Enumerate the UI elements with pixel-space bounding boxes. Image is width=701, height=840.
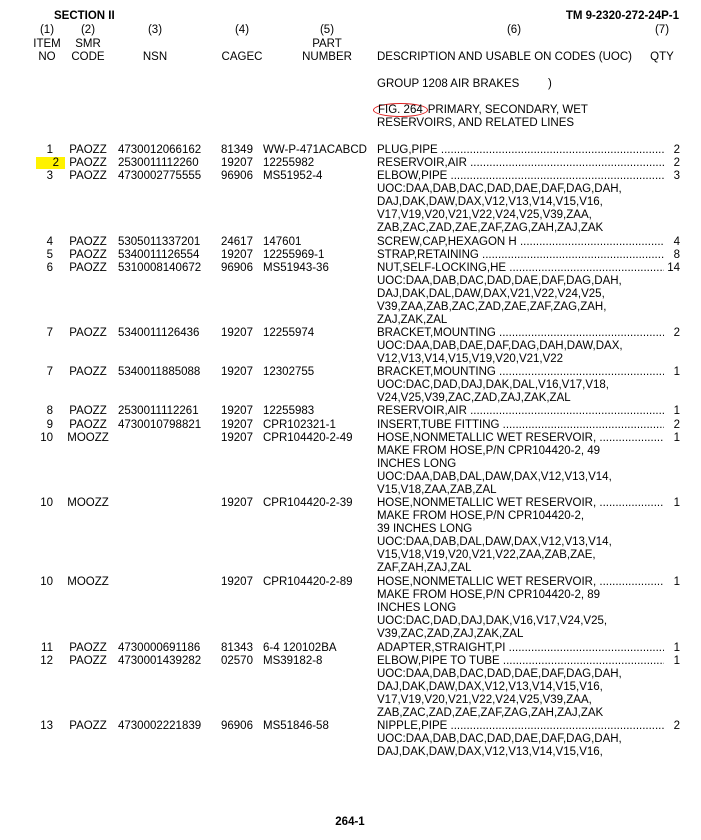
cagec: 19207 bbox=[221, 576, 253, 588]
uoc-line: ZAF,ZAH,ZAJ,ZAL bbox=[377, 562, 472, 575]
uoc-line: MAKE FROM HOSE,P/N CPR104420-2, 89 bbox=[377, 589, 601, 601]
nsn: 4730001439282 bbox=[118, 655, 202, 667]
nsn: 5310008140672 bbox=[118, 262, 202, 274]
cagec: 19207 bbox=[221, 327, 253, 339]
part-number: WW-P-471ACABCD bbox=[263, 144, 367, 156]
part-number: MS51952-4 bbox=[263, 170, 323, 182]
uoc-line: UOC:DAA,DAB,DAC,DAD,DAE,DAF,DAG,DAH, bbox=[377, 668, 622, 680]
smr-code: PAOZZ bbox=[69, 642, 107, 654]
cagec: 19207 bbox=[221, 405, 253, 417]
col-header-smr: SMR bbox=[75, 38, 101, 50]
section-title: SECTION II bbox=[54, 10, 115, 22]
nsn: 4730002221839 bbox=[118, 720, 202, 732]
cagec: 96906 bbox=[221, 170, 253, 182]
description: PLUG,PIPE ..... bbox=[377, 144, 664, 156]
description: HOSE,NONMETALLIC WET RESERVOIR, ..... bbox=[377, 432, 664, 444]
uoc-line: INCHES LONG bbox=[377, 458, 457, 471]
smr-code: PAOZZ bbox=[69, 327, 107, 339]
smr-code: PAOZZ bbox=[69, 249, 107, 261]
cagec: 96906 bbox=[221, 720, 253, 732]
smr-code: PAOZZ bbox=[69, 405, 107, 417]
description: NIPPLE,PIPE ..... bbox=[377, 720, 664, 732]
uoc-line: V17,V19,V20,V21,V22,V24,V25,V39,ZAA, bbox=[377, 209, 592, 222]
item-number: 10 bbox=[40, 497, 53, 509]
group-title: GROUP 1208 AIR BRAKES bbox=[377, 78, 520, 90]
col-number: (2) bbox=[80, 24, 96, 36]
part-number: CPR104420-2-89 bbox=[263, 576, 353, 588]
part-number: 147601 bbox=[263, 236, 302, 248]
uoc-line: ZAB,ZAC,ZAD,ZAE,ZAF,ZAG,ZAH,ZAJ,ZAK bbox=[377, 222, 604, 235]
part-number: CPR104420-2-49 bbox=[263, 432, 353, 444]
item-number: 10 bbox=[40, 576, 53, 588]
col-number: (4) bbox=[234, 24, 250, 36]
col-number: (5) bbox=[319, 24, 335, 36]
uoc-line: UOC:DAC,DAD,DAJ,DAK,DAL,V16,V17,V18, bbox=[377, 379, 609, 392]
quantity: 1 bbox=[673, 366, 680, 378]
uoc-line: DAJ,DAK,DAW,DAX,V12,V13,V14,V15,V16, bbox=[377, 681, 603, 694]
smr-code: PAOZZ bbox=[69, 157, 107, 169]
description: ADAPTER,STRAIGHT,PI ..... bbox=[377, 642, 664, 654]
quantity: 4 bbox=[673, 236, 680, 248]
tm-number: TM 9-2320-272-24P-1 bbox=[565, 10, 679, 22]
col-header-nsn: NSN bbox=[142, 51, 168, 63]
part-number: 12255983 bbox=[263, 405, 315, 417]
col-header-item: ITEM bbox=[33, 38, 61, 50]
item-number: 7 bbox=[46, 327, 53, 339]
uoc-line: UOC:DAA,DAB,DAC,DAD,DAE,DAF,DAG,DAH, bbox=[377, 275, 622, 288]
uoc-line: MAKE FROM HOSE,P/N CPR104420-2, 49 bbox=[377, 445, 601, 458]
uoc-line: INCHES LONG bbox=[377, 602, 457, 615]
cagec: 81349 bbox=[221, 144, 253, 156]
quantity: 1 bbox=[673, 497, 680, 509]
quantity: 1 bbox=[673, 642, 680, 654]
nsn: 4730000691186 bbox=[118, 642, 201, 654]
col-header-cagec: CAGEC bbox=[221, 51, 263, 63]
figure-label: FIG. 264 bbox=[373, 103, 428, 117]
item-number: 8 bbox=[46, 405, 53, 417]
uoc-line: MAKE FROM HOSE,P/N CPR104420-2, bbox=[377, 510, 585, 523]
cagec: 02570 bbox=[221, 655, 253, 667]
col-number: (1) bbox=[39, 24, 55, 36]
part-number: 12255982 bbox=[263, 157, 315, 169]
nsn: 4730010798821 bbox=[118, 419, 202, 431]
col-header-part: NUMBER bbox=[302, 51, 352, 63]
smr-code: MOOZZ bbox=[67, 432, 109, 444]
smr-code: PAOZZ bbox=[69, 262, 107, 274]
uoc-line: UOC:DAA,DAB,DAL,DAW,DAX,V12,V13,V14, bbox=[377, 536, 612, 549]
description: BRACKET,MOUNTING ..... bbox=[377, 327, 664, 339]
smr-code: PAOZZ bbox=[69, 655, 107, 667]
nsn: 2530011112261 bbox=[118, 405, 199, 417]
description: STRAP,RETAINING ..... bbox=[377, 249, 664, 261]
part-number: MS51846-58 bbox=[263, 720, 329, 732]
smr-code: PAOZZ bbox=[69, 366, 107, 378]
description: HOSE,NONMETALLIC WET RESERVOIR, ..... bbox=[377, 576, 664, 588]
item-number: 2 bbox=[36, 157, 65, 169]
col-number: (6) bbox=[506, 24, 522, 36]
uoc-line: V39,ZAC,ZAD,ZAJ,ZAK,ZAL bbox=[377, 628, 524, 641]
uoc-line: DAJ,DAK,DAL,DAW,DAX,V21,V22,V24,V25, bbox=[377, 288, 605, 301]
uoc-line: V17,V19,V20,V21,V22,V24,V25,V39,ZAA, bbox=[377, 694, 592, 707]
uoc-line: DAJ,DAK,DAW,DAX,V12,V13,V14,V15,V16, bbox=[377, 746, 603, 759]
item-number: 9 bbox=[46, 419, 53, 431]
part-number: 12255974 bbox=[263, 327, 315, 339]
nsn: 5340011126554 bbox=[118, 249, 200, 261]
uoc-line: V15,V18,ZAA,ZAB,ZAL bbox=[377, 484, 497, 497]
description: INSERT,TUBE FITTING ..... bbox=[377, 419, 664, 431]
uoc-line: V24,V25,V39,ZAC,ZAD,ZAJ,ZAK,ZAL bbox=[377, 392, 571, 405]
quantity: 1 bbox=[673, 432, 680, 444]
item-number: 6 bbox=[46, 262, 53, 274]
quantity: 8 bbox=[673, 249, 680, 261]
quantity: 14 bbox=[667, 262, 680, 274]
uoc-line: ZAJ,ZAK,ZAL bbox=[377, 314, 448, 327]
uoc-line: V15,V18,V19,V20,V21,V22,ZAA,ZAB,ZAE, bbox=[377, 549, 596, 562]
item-number: 4 bbox=[46, 236, 53, 248]
item-number: 3 bbox=[46, 170, 53, 182]
cagec: 19207 bbox=[221, 366, 253, 378]
cagec: 19207 bbox=[221, 432, 253, 444]
uoc-line: ZAB,ZAC,ZAD,ZAE,ZAF,ZAG,ZAH,ZAJ,ZAK bbox=[377, 707, 604, 720]
nsn: 5340011885088 bbox=[118, 366, 201, 378]
cagec: 96906 bbox=[221, 262, 253, 274]
uoc-line: DAJ,DAK,DAW,DAX,V12,V13,V14,V15,V16, bbox=[377, 196, 603, 209]
part-number: CPR104420-2-39 bbox=[263, 497, 353, 509]
item-number: 7 bbox=[46, 366, 53, 378]
part-number: CPR102321-1 bbox=[263, 419, 336, 431]
description: RESERVOIR,AIR ..... bbox=[377, 157, 664, 169]
cagec: 19207 bbox=[221, 419, 253, 431]
page-number: 264-1 bbox=[335, 816, 365, 828]
col-number: (7) bbox=[654, 24, 670, 36]
group-paren: ) bbox=[548, 78, 552, 90]
quantity: 2 bbox=[673, 720, 680, 732]
item-number: 1 bbox=[46, 144, 53, 156]
smr-code: PAOZZ bbox=[69, 170, 107, 182]
figure-title-line2: RESERVOIRS, AND RELATED LINES bbox=[377, 117, 575, 129]
nsn: 5340011126436 bbox=[118, 327, 200, 339]
item-number: 12 bbox=[40, 655, 53, 667]
quantity: 1 bbox=[673, 655, 680, 667]
quantity: 1 bbox=[673, 576, 680, 588]
description: NUT,SELF-LOCKING,HE ..... bbox=[377, 262, 664, 274]
item-number: 5 bbox=[46, 249, 53, 261]
description: BRACKET,MOUNTING ..... bbox=[377, 366, 664, 378]
part-number: MS39182-8 bbox=[263, 655, 323, 667]
quantity: 2 bbox=[673, 327, 680, 339]
quantity: 2 bbox=[673, 419, 680, 431]
figure-title bbox=[377, 104, 588, 116]
col-header-qty: QTY bbox=[650, 51, 674, 63]
smr-code: PAOZZ bbox=[69, 144, 107, 156]
uoc-line: UOC:DAA,DAB,DAC,DAD,DAE,DAF,DAG,DAH, bbox=[377, 183, 622, 196]
quantity: 2 bbox=[673, 144, 680, 156]
item-number: 13 bbox=[40, 720, 53, 732]
col-header-item: NO bbox=[38, 51, 56, 63]
cagec: 81343 bbox=[221, 642, 253, 654]
description: ELBOW,PIPE TO TUBE ..... bbox=[377, 655, 664, 667]
description: RESERVOIR,AIR ..... bbox=[377, 405, 664, 417]
item-number: 10 bbox=[40, 432, 53, 444]
uoc-line: V39,ZAA,ZAB,ZAC,ZAD,ZAE,ZAF,ZAG,ZAH, bbox=[377, 301, 607, 314]
smr-code: MOOZZ bbox=[67, 576, 109, 588]
quantity: 1 bbox=[673, 405, 680, 417]
uoc-line: UOC:DAA,DAB,DAE,DAF,DAG,DAH,DAW,DAX, bbox=[377, 340, 623, 353]
smr-code: PAOZZ bbox=[69, 419, 107, 431]
nsn: 5305011337201 bbox=[118, 236, 201, 248]
uoc-line: 39 INCHES LONG bbox=[377, 523, 473, 536]
figure-title-line1: PRIMARY, SECONDARY, WET bbox=[427, 104, 588, 116]
uoc-line: V12,V13,V14,V15,V19,V20,V21,V22 bbox=[377, 353, 564, 366]
part-number: 12255969-1 bbox=[263, 249, 325, 261]
smr-code: PAOZZ bbox=[69, 720, 107, 732]
quantity: 3 bbox=[673, 170, 680, 182]
cagec: 19207 bbox=[221, 157, 253, 169]
item-number: 11 bbox=[41, 642, 53, 654]
cagec: 19207 bbox=[221, 497, 253, 509]
nsn: 4730002775555 bbox=[118, 170, 202, 182]
description: ELBOW,PIPE ..... bbox=[377, 170, 664, 182]
uoc-line: UOC:DAC,DAD,DAJ,DAK,V16,V17,V24,V25, bbox=[377, 615, 608, 628]
nsn: 4730012066162 bbox=[118, 144, 202, 156]
part-number: MS51943-36 bbox=[263, 262, 329, 274]
col-header-part: PART bbox=[312, 38, 342, 50]
cagec: 24617 bbox=[221, 236, 253, 248]
col-number: (3) bbox=[147, 24, 163, 36]
col-header-description: DESCRIPTION AND USABLE ON CODES (UOC) bbox=[377, 51, 632, 63]
uoc-line: UOC:DAA,DAB,DAL,DAW,DAX,V12,V13,V14, bbox=[377, 471, 612, 484]
smr-code: PAOZZ bbox=[69, 236, 107, 248]
description: SCREW,CAP,HEXAGON H ..... bbox=[377, 236, 664, 248]
smr-code: MOOZZ bbox=[67, 497, 109, 509]
part-number: 6-4 120102BA bbox=[263, 642, 337, 654]
description: HOSE,NONMETALLIC WET RESERVOIR, ..... bbox=[377, 497, 664, 509]
col-header-smr: CODE bbox=[71, 51, 105, 63]
part-number: 12302755 bbox=[263, 366, 315, 378]
nsn: 2530011112260 bbox=[118, 157, 199, 169]
uoc-line: UOC:DAA,DAB,DAC,DAD,DAE,DAF,DAG,DAH, bbox=[377, 733, 622, 745]
quantity: 2 bbox=[673, 157, 680, 169]
cagec: 19207 bbox=[221, 249, 253, 261]
